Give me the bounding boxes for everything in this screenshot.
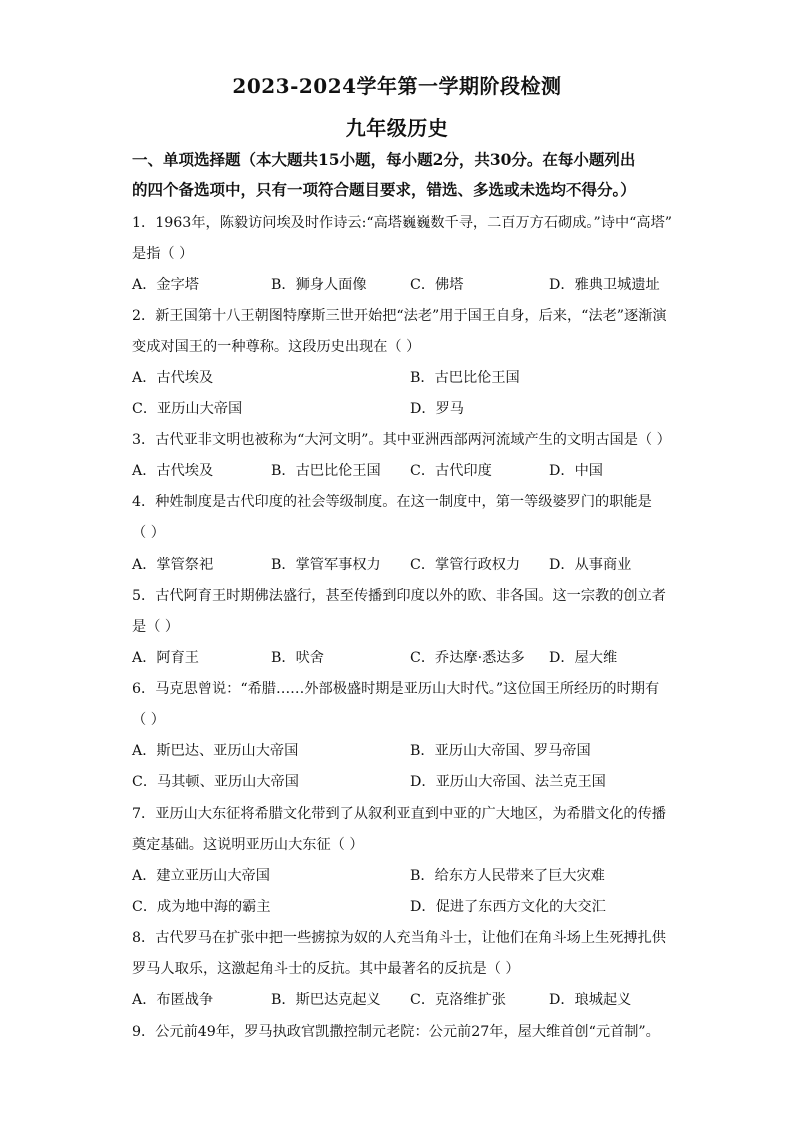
question-2-text-line2: 变成对国王的一种尊称。这段历史出现在（ ） xyxy=(132,339,421,355)
q5-option-b: B．吠舍 xyxy=(271,650,324,666)
q7-option-a: A．建立亚历山大帝国 xyxy=(132,868,270,884)
section-heading-line1: 一、单项选择题（本大题共15小题，每小题2分，共30分。在每小题列出 xyxy=(132,150,636,169)
exam-subtitle: 九年级历史 xyxy=(345,116,449,140)
q8-option-a: A．布匿战争 xyxy=(132,992,214,1008)
question-1-text-line2: 是指（ ） xyxy=(132,246,194,262)
question-8-text-line1: 8．古代罗马在扩张中把一些掳掠为奴的人充当角斗士，让他们在角斗场上生死搏扎供 xyxy=(132,930,666,946)
q2-option-d: D．罗马 xyxy=(410,401,464,417)
question-9-text-line1: 9．公元前49年，罗马执政官凯撒控制元老院：公元前27年，屋大维首创“元首制”。 xyxy=(132,1024,660,1040)
q5-option-c: C．乔达摩·悉达多 xyxy=(410,650,525,666)
q2-option-c: C．亚历山大帝国 xyxy=(132,401,243,417)
question-8-text-line2: 罗马人取乐，这激起角斗士的反抗。其中最著名的反抗是（ ） xyxy=(132,961,520,977)
question-3-text-line1: 3．古代亚非文明也被称为“大河文明”。其中亚洲西部两河流域产生的文明古国是（ ） xyxy=(132,432,671,448)
q1-option-b: B．狮身人面像 xyxy=(271,277,367,293)
q7-option-d: D．促进了东西方文化的大交汇 xyxy=(410,899,606,915)
q3-option-a: A．古代埃及 xyxy=(132,463,214,479)
question-4-text-line2: （ ） xyxy=(132,525,165,541)
question-5-text-line1: 5．古代阿育王时期佛法盛行，甚至传播到印度以外的欧、非各国。这一宗教的创立者 xyxy=(132,588,666,604)
question-7-text-line1: 7．亚历山大东征将希腊文化带到了从叙利亚直到中亚的广大地区，为希腊文化的传播 xyxy=(132,806,666,822)
q4-option-b: B．掌管军事权力 xyxy=(271,557,381,573)
question-6-text-line2: （ ） xyxy=(132,712,165,728)
q5-option-a: A．阿育王 xyxy=(132,650,199,666)
q1-option-c: C．佛塔 xyxy=(410,277,464,293)
question-1-text-line1: 1．1963年，陈毅访问埃及时作诗云:“高塔巍巍数千寻，二百万方石砌成。”诗中“高塔” xyxy=(132,215,673,231)
question-7-text-line2: 奠定基础。这说明亚历山大东征（ ） xyxy=(132,837,364,853)
q4-option-d: D．从事商业 xyxy=(549,557,632,573)
q3-option-d: D．中国 xyxy=(549,463,603,479)
question-2-text-line1: 2．新王国第十八王朝图特摩斯三世开始把“法老”用于国王自身，后来，“法老”逐渐演 xyxy=(132,308,667,324)
section-heading-line2: 的四个备选项中，只有一项符合题目要求，错选、多选或未选均不得分。） xyxy=(132,180,636,199)
q1-option-a: A．金字塔 xyxy=(132,277,199,293)
q6-option-b: B．亚历山大帝国、罗马帝国 xyxy=(410,743,591,759)
q6-option-a: A．斯巴达、亚历山大帝国 xyxy=(132,743,299,759)
q7-option-b: B．给东方人民带来了巨大灾难 xyxy=(410,868,605,884)
q5-option-d: D．屋大维 xyxy=(549,650,618,666)
q8-option-b: B．斯巴达克起义 xyxy=(271,992,381,1008)
question-4-text-line1: 4．种姓制度是古代印度的社会等级制度。在这一制度中，第一等级婆罗门的职能是 xyxy=(132,494,652,510)
exam-title: 2023-2024学年第一学期阶段检测 xyxy=(232,74,562,98)
q6-option-c: C．马其顿、亚历山大帝国 xyxy=(132,774,299,790)
q2-option-b: B．古巴比伦王国 xyxy=(410,370,520,386)
q6-option-d: D．亚历山大帝国、法兰克王国 xyxy=(410,774,606,790)
question-6-text-line1: 6．马克思曾说：“希腊……外部极盛时期是亚历山大时代。”这位国王所经历的时期有 xyxy=(132,681,660,697)
q1-option-d: D．雅典卫城遗址 xyxy=(549,277,660,293)
q2-option-a: A．古代埃及 xyxy=(132,370,214,386)
question-5-text-line2: 是（ ） xyxy=(132,619,180,635)
q7-option-c: C．成为地中海的霸主 xyxy=(132,899,271,915)
q8-option-d: D．琅城起义 xyxy=(549,992,632,1008)
q4-option-c: C．掌管行政权力 xyxy=(410,557,521,573)
q4-option-a: A．掌管祭祀 xyxy=(132,557,214,573)
q3-option-c: C．古代印度 xyxy=(410,463,492,479)
q3-option-b: B．古巴比伦王国 xyxy=(271,463,381,479)
q8-option-c: C．克洛维扩张 xyxy=(410,992,506,1008)
